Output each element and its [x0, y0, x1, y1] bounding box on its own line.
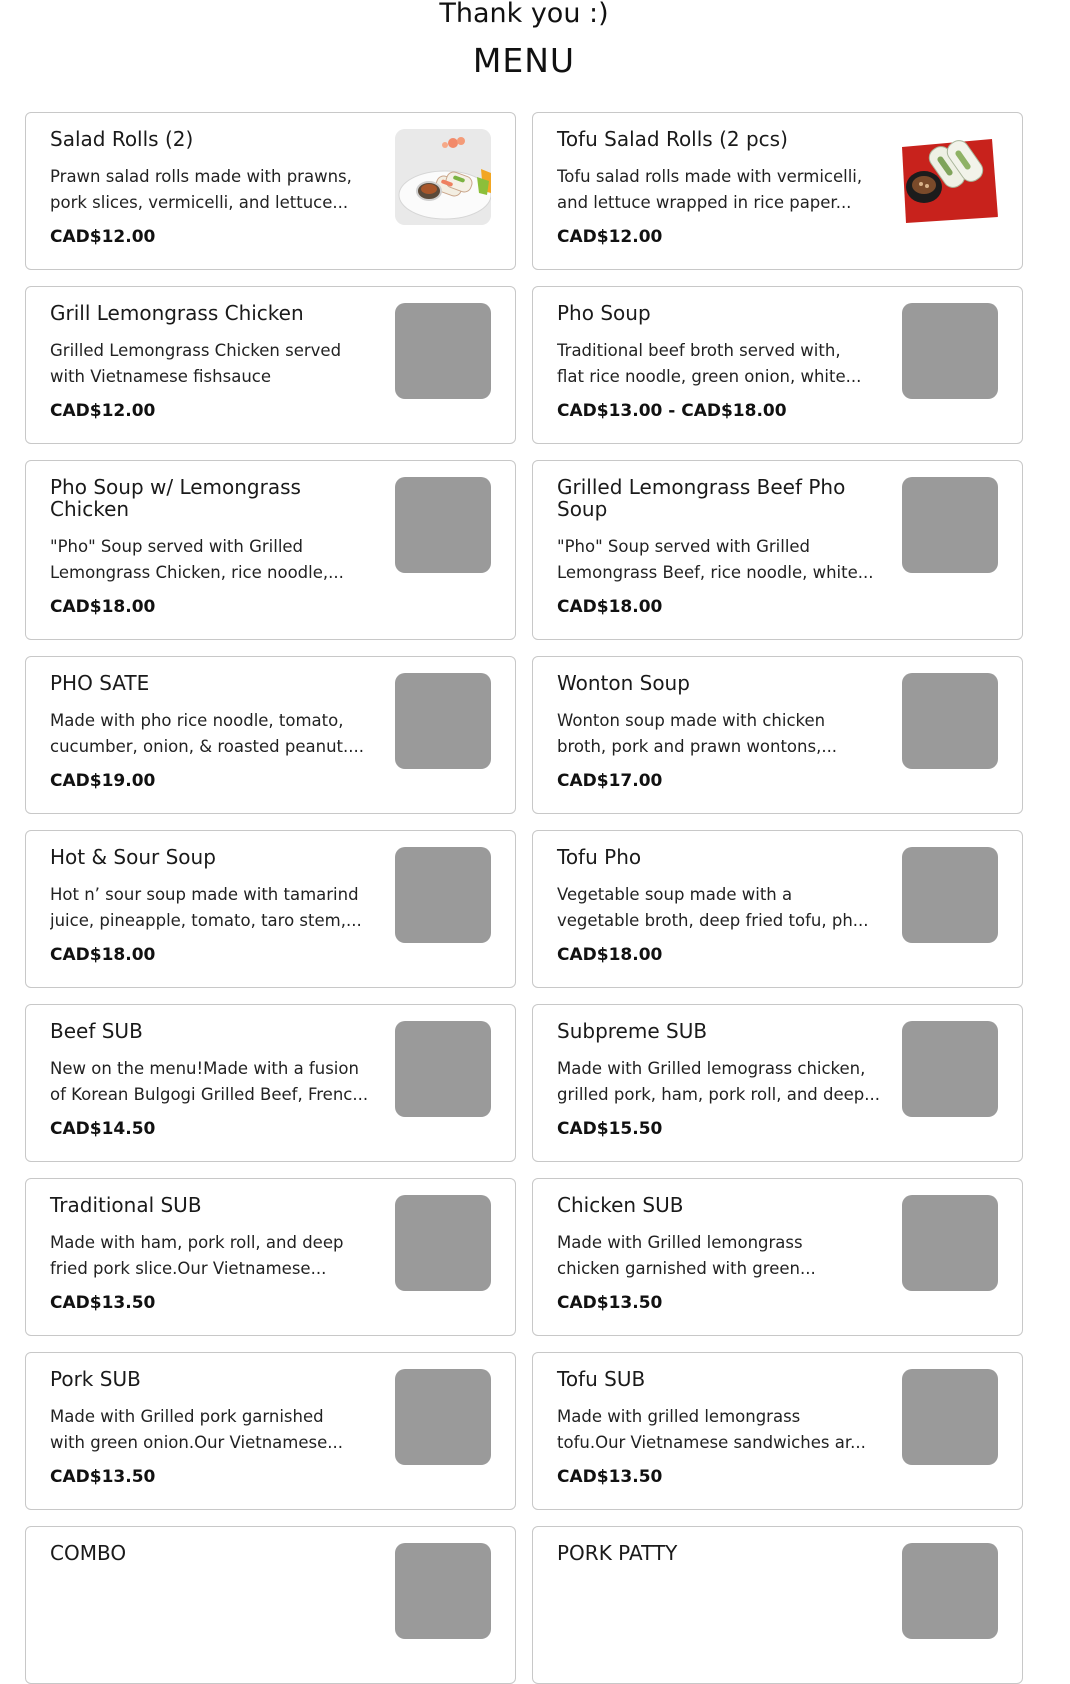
image-placeholder[interactable] — [902, 847, 998, 943]
menu-item-name: Salad Rolls (2) — [50, 127, 194, 151]
menu-item-card[interactable] — [25, 1352, 516, 1510]
description-line: Made with Grilled pork garnished — [50, 1407, 324, 1426]
menu-item-name: Chicken SUB — [557, 1193, 684, 1217]
menu-item-info — [557, 475, 889, 618]
image-placeholder[interactable] — [902, 1369, 998, 1465]
menu-item-description — [50, 534, 382, 586]
description-line: and lettuce wrapped in rice paper... — [557, 193, 852, 212]
menu-heading: MENU — [472, 41, 576, 80]
image-placeholder[interactable] — [902, 303, 998, 399]
menu-item-description — [557, 164, 889, 216]
menu-item-description — [557, 1056, 889, 1108]
menu-item-name: Tofu SUB — [557, 1367, 646, 1391]
menu-item-price: CAD$17.00 — [557, 771, 663, 791]
menu-item-card[interactable] — [532, 656, 1023, 814]
menu-item-info — [557, 127, 889, 248]
menu-item-card[interactable] — [532, 112, 1023, 270]
description-line: broth, pork and prawn wontons,... — [557, 737, 838, 756]
menu-item-price: CAD$14.50 — [50, 1119, 156, 1139]
tofu-salad-rolls-photo[interactable] — [902, 129, 998, 225]
menu-item-info — [557, 845, 889, 966]
menu-item-name: Pho Soup — [557, 301, 651, 325]
image-placeholder[interactable] — [395, 1543, 491, 1639]
menu-item-info — [50, 671, 382, 792]
menu-item-name: PORK PATTY — [557, 1541, 678, 1565]
menu-item-info — [50, 301, 382, 422]
menu-item-price: CAD$18.00 — [557, 945, 663, 965]
menu-item-info — [557, 301, 889, 422]
menu-item-description — [557, 708, 889, 760]
salad-rolls-photo[interactable] — [395, 129, 491, 225]
image-placeholder[interactable] — [395, 1369, 491, 1465]
menu-item-price: CAD$15.50 — [557, 1119, 663, 1139]
menu-item-info — [50, 1193, 382, 1314]
description-line: Made with pho rice noodle, tomato, — [50, 711, 344, 730]
thank-you-text: Thank you :) — [439, 0, 609, 29]
description-line: Vegetable soup made with a — [557, 885, 793, 904]
description-line: cucumber, onion, & roasted peanut.... — [50, 737, 364, 756]
menu-item-card[interactable] — [25, 286, 516, 444]
menu-item-card[interactable] — [532, 1526, 1023, 1684]
description-line: Lemongrass Beef, rice noodle, white... — [557, 563, 874, 582]
menu-item-description — [557, 338, 889, 390]
image-placeholder[interactable] — [902, 1195, 998, 1291]
menu-item-description — [50, 1056, 382, 1108]
menu-item-card[interactable] — [25, 1004, 516, 1162]
menu-item-price: CAD$12.00 — [557, 227, 663, 247]
image-placeholder[interactable] — [395, 847, 491, 943]
description-line: Tofu salad rolls made with vermicelli, — [557, 167, 863, 186]
menu-item-price: CAD$18.00 — [50, 945, 156, 965]
menu-item-name: PHO SATE — [50, 671, 150, 695]
description-line: New on the menu!Made with a fusion — [50, 1059, 359, 1078]
image-placeholder[interactable] — [395, 303, 491, 399]
menu-item-info — [50, 1541, 382, 1564]
menu-item-name: Traditional SUB — [50, 1193, 202, 1217]
menu-item-card[interactable] — [25, 656, 516, 814]
description-line: flat rice noodle, green onion, white... — [557, 367, 862, 386]
menu-item-card[interactable] — [532, 286, 1023, 444]
menu-item-card[interactable] — [532, 1178, 1023, 1336]
description-line: Lemongrass Chicken, rice noodle,... — [50, 563, 344, 582]
description-line: tofu.Our Vietnamese sandwiches ar... — [557, 1433, 866, 1452]
menu-item-name: Tofu Salad Rolls (2 pcs) — [557, 127, 788, 151]
description-line: of Korean Bulgogi Grilled Beef, Frenc... — [50, 1085, 369, 1104]
menu-item-info — [557, 1367, 889, 1488]
menu-item-info — [50, 1367, 382, 1488]
description-line: pork slices, vermicelli, and lettuce... — [50, 193, 349, 212]
menu-item-name: Grill Lemongrass Chicken — [50, 301, 304, 325]
image-placeholder[interactable] — [902, 1543, 998, 1639]
menu-item-name: Beef SUB — [50, 1019, 143, 1043]
menu-item-info — [50, 845, 382, 966]
menu-item-card[interactable] — [532, 1004, 1023, 1162]
menu-item-card[interactable] — [25, 1526, 516, 1684]
description-line: with Vietnamese fishsauce — [50, 367, 272, 386]
menu-item-price: CAD$13.00 - CAD$18.00 — [557, 401, 787, 421]
image-placeholder[interactable] — [902, 1021, 998, 1117]
menu-item-card[interactable] — [532, 830, 1023, 988]
menu-item-description — [50, 1404, 382, 1456]
description-line: juice, pineapple, tomato, taro stem,... — [50, 911, 362, 930]
menu-item-card[interactable] — [25, 1178, 516, 1336]
image-placeholder[interactable] — [395, 1195, 491, 1291]
menu-item-name: Subpreme SUB — [557, 1019, 708, 1043]
menu-item-price: CAD$12.00 — [50, 401, 156, 421]
menu-item-info — [557, 1193, 889, 1314]
menu-item-description — [50, 338, 382, 390]
description-line: Made with Grilled lemograss chicken, — [557, 1059, 866, 1078]
menu-item-card[interactable] — [532, 460, 1023, 640]
description-line: Hot n’ sour soup made with tamarind — [50, 885, 359, 904]
description-line: "Pho" Soup served with Grilled — [50, 537, 304, 556]
menu-item-info — [50, 1019, 382, 1140]
menu-item-price: CAD$18.00 — [557, 597, 663, 617]
menu-item-price: CAD$12.00 — [50, 227, 156, 247]
menu-item-name: Grilled Lemongrass Beef Pho Soup — [557, 475, 846, 521]
description-line: "Pho" Soup served with Grilled — [557, 537, 811, 556]
description-line: vegetable broth, deep fried tofu, ph... — [557, 911, 869, 930]
description-line: chicken garnished with green... — [557, 1259, 816, 1278]
menu-item-description — [557, 882, 889, 934]
menu-item-card[interactable] — [532, 1352, 1023, 1510]
menu-item-price: CAD$18.00 — [50, 597, 156, 617]
menu-item-description — [557, 1230, 889, 1282]
description-line: Made with Grilled lemongrass — [557, 1233, 803, 1252]
description-line: Traditional beef broth served with, — [557, 341, 841, 360]
menu-item-name: Hot & Sour Soup — [50, 845, 216, 869]
image-placeholder[interactable] — [395, 1021, 491, 1117]
menu-item-name: Tofu Pho — [557, 845, 642, 869]
menu-grid — [25, 112, 1023, 1684]
menu-item-info — [557, 671, 889, 792]
menu-item-name: Pho Soup w/ Lemongrass Chicken — [50, 475, 301, 521]
menu-item-info — [557, 1019, 889, 1140]
menu-item-info — [50, 127, 382, 248]
menu-item-description — [50, 708, 382, 760]
description-line: fried pork slice.Our Vietnamese... — [50, 1259, 327, 1278]
image-placeholder[interactable] — [395, 477, 491, 573]
menu-item-price: CAD$13.50 — [557, 1293, 663, 1313]
menu-item-description — [557, 1404, 889, 1456]
image-placeholder[interactable] — [902, 477, 998, 573]
menu-item-price: CAD$13.50 — [557, 1467, 663, 1487]
menu-item-description — [50, 882, 382, 934]
description-line: Made with grilled lemongrass — [557, 1407, 801, 1426]
menu-item-info — [50, 475, 382, 618]
menu-item-name: Wonton Soup — [557, 671, 690, 695]
menu-item-card[interactable] — [25, 460, 516, 640]
image-placeholder[interactable] — [395, 673, 491, 769]
description-line: Made with ham, pork roll, and deep — [50, 1233, 344, 1252]
menu-item-info — [557, 1541, 889, 1564]
menu-item-description — [50, 1230, 382, 1282]
menu-item-price: CAD$13.50 — [50, 1293, 156, 1313]
menu-item-name: Pork SUB — [50, 1367, 141, 1391]
description-line: with green onion.Our Vietnamese... — [50, 1433, 343, 1452]
menu-item-price: CAD$19.00 — [50, 771, 156, 791]
description-line: Wonton soup made with chicken — [557, 711, 826, 730]
description-line: Prawn salad rolls made with prawns, — [50, 167, 352, 186]
menu-item-description — [50, 164, 382, 216]
menu-item-name: COMBO — [50, 1541, 127, 1565]
image-placeholder[interactable] — [902, 673, 998, 769]
menu-item-description — [557, 534, 889, 586]
description-line: grilled pork, ham, pork roll, and deep... — [557, 1085, 881, 1104]
description-line: Grilled Lemongrass Chicken served — [50, 341, 342, 360]
menu-item-price: CAD$13.50 — [50, 1467, 156, 1487]
menu-item-card[interactable] — [25, 112, 516, 270]
menu-item-card[interactable] — [25, 830, 516, 988]
